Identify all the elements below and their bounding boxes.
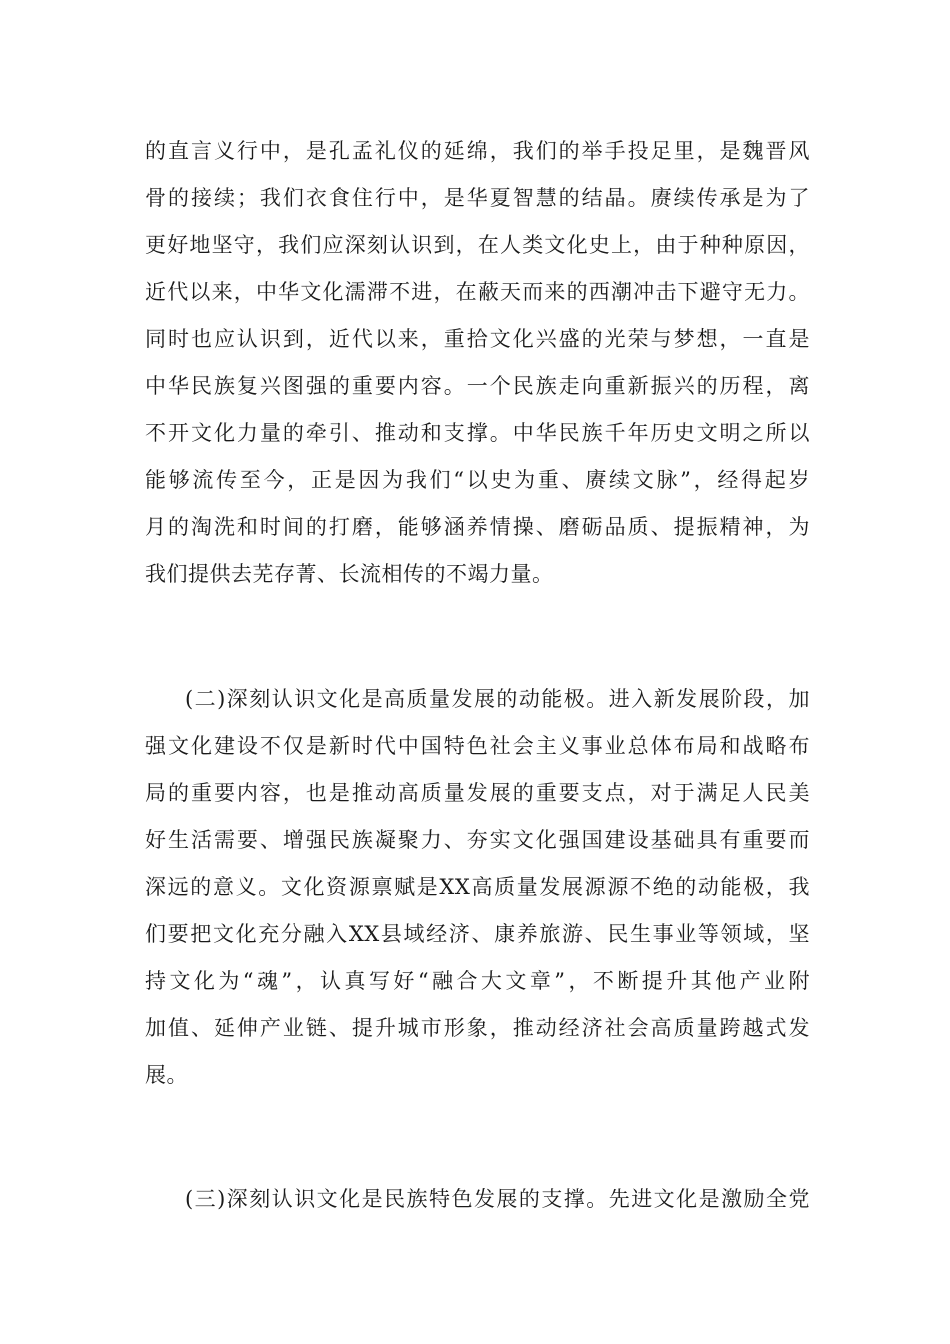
text-line: 中华民族复兴图强的重要内容。一个民族走向重新振兴的历程，离 — [145, 374, 810, 398]
text-line: 加值、延伸产业链、提升城市形象，推动经济社会高质量跨越式发 — [145, 1016, 810, 1040]
text-line: 骨的接续；我们衣食住行中，是华夏智慧的结晶。赓续传承是为了 — [145, 186, 810, 210]
text-line: 展。 — [145, 1063, 188, 1087]
text-line: 强文化建设不仅是新时代中国特色社会主义事业总体布局和战略布 — [145, 734, 810, 758]
text-line: 们要把文化充分融入XX县域经济、康养旅游、民生事业等领域，坚 — [145, 922, 810, 946]
paragraph-continuation — [145, 128, 810, 598]
text-line: 持文化为“魂”，认真写好“融合大文章”，不断提升其他产业附 — [145, 969, 810, 993]
paragraph-section-3 — [145, 1176, 810, 1223]
text-line: 同时也应认识到，近代以来，重拾文化兴盛的光荣与梦想，一直是 — [145, 327, 810, 351]
text-line: 深远的意义。文化资源禀赋是XX高质量发展源源不绝的动能极，我 — [145, 875, 810, 899]
text-line: 我们提供去芜存菁、长流相传的不竭力量。 — [145, 562, 554, 586]
section-heading-line: (二)深刻认识文化是高质量发展的动能极。进入新发展阶段，加 — [185, 687, 810, 711]
text-line: 月的淘洗和时间的打磨，能够涵养情操、磨砺品质、提振精神，为 — [145, 515, 810, 539]
text-line: 能够流传至今，正是因为我们“以史为重、赓续文脉”，经得起岁 — [145, 468, 810, 492]
text-line: 不开文化力量的牵引、推动和支撑。中华民族千年历史文明之所以 — [145, 421, 810, 445]
text-line: 更好地坚守，我们应深刻认识到，在人类文化史上，由于种种原因， — [145, 233, 810, 257]
text-line: 的直言义行中，是孔孟礼仪的延绵，我们的举手投足里，是魏晋风 — [145, 139, 810, 163]
paragraph-section-2 — [145, 676, 810, 1099]
text-line: 近代以来，中华文化濡滞不进，在蔽天而来的西潮冲击下避守无力。 — [145, 280, 810, 304]
section-heading-line: (三)深刻认识文化是民族特色发展的支撑。先进文化是激励全党 — [185, 1187, 810, 1211]
text-line: 好生活需要、增强民族凝聚力、夯实文化强国建设基础具有重要而 — [145, 828, 810, 852]
text-line: 局的重要内容，也是推动高质量发展的重要支点，对于满足人民美 — [145, 781, 810, 805]
